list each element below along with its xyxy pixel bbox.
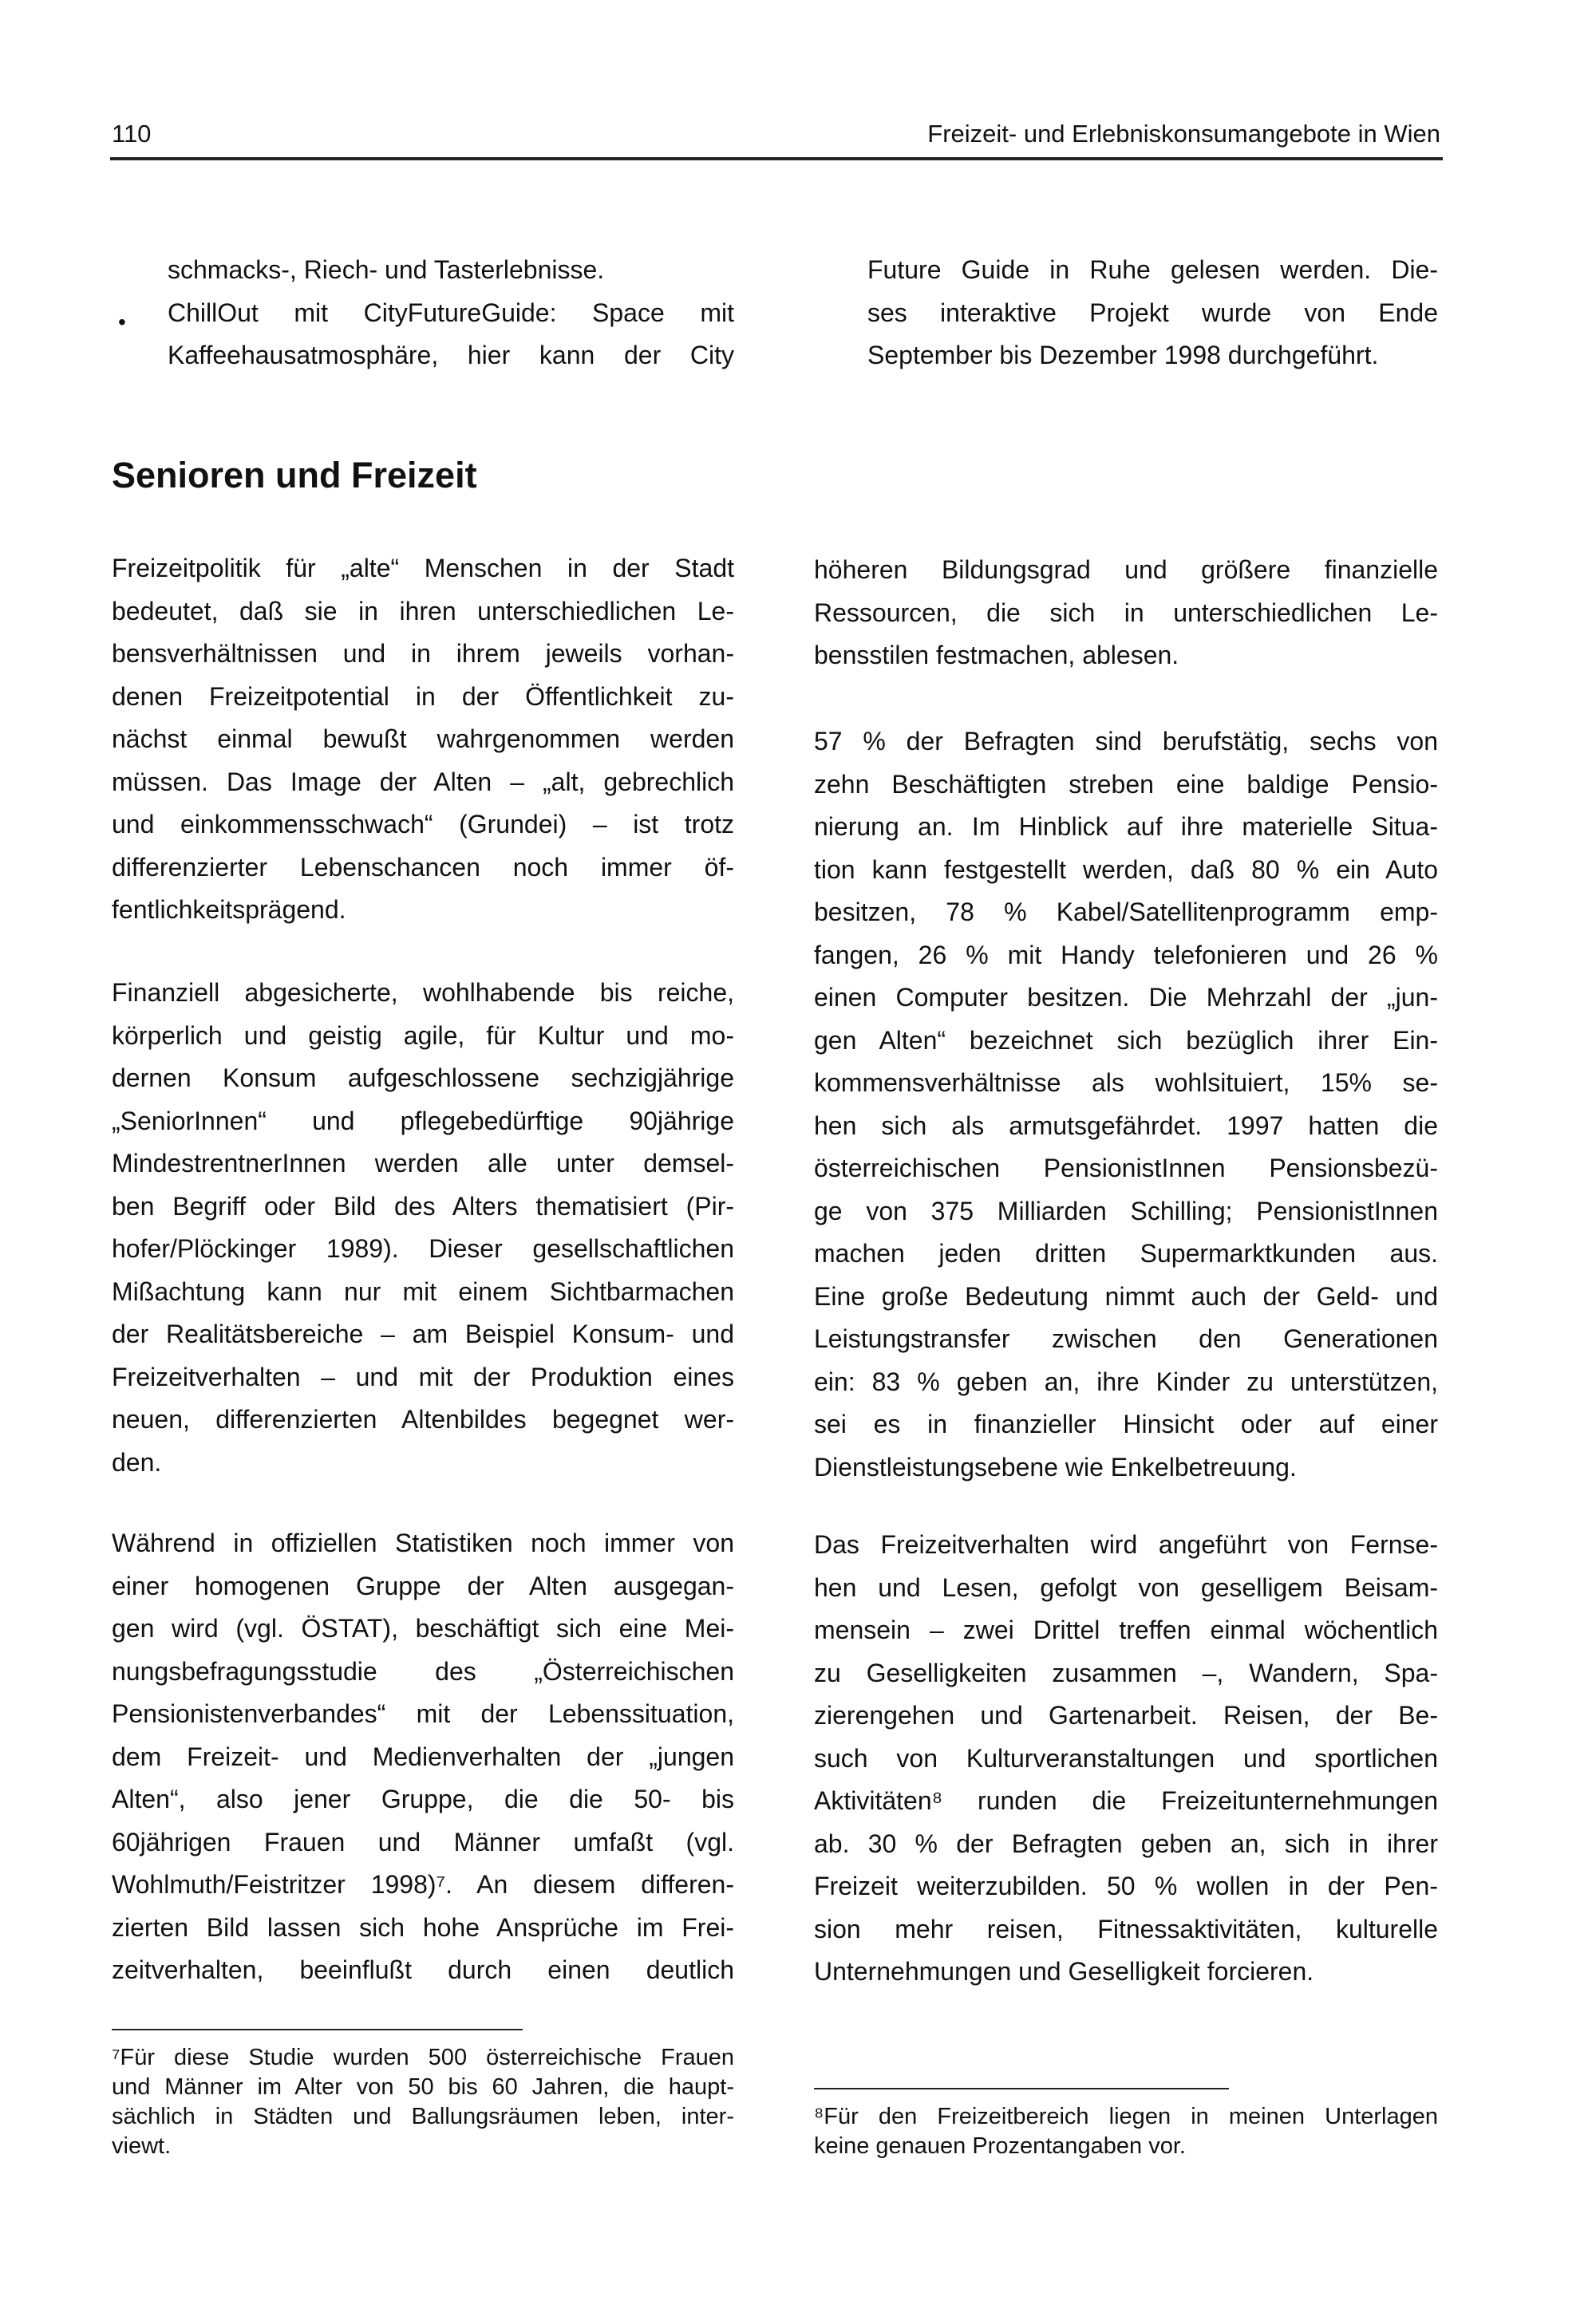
text-line: Kaffeehausatmosphäre, hier kann der City	[168, 341, 734, 369]
text-line: besitzen, 78 % Kabel/Satellitenprogramm emp-	[814, 898, 1438, 926]
text-line: Alten“, also jener Gruppe, die die 50- bis	[112, 1785, 734, 1813]
text-line: ein: 83 % geben an, ihre Kinder zu unterstützen,	[814, 1367, 1438, 1396]
footnote-8	[814, 2102, 1438, 2161]
footnote-rule	[112, 2029, 523, 2030]
text-line: neuen, differenzierten Altenbildes begegnet wer-	[112, 1405, 734, 1434]
paragraph	[814, 1524, 1438, 1994]
paragraph	[112, 1522, 734, 1992]
text-line: Ressourcen, die sich in unterschiedlichen Le-	[814, 598, 1438, 627]
text-line: hen und Lesen, gefolgt von geselligem Beisam-	[814, 1572, 1438, 1602]
text-line: dernen Konsum aufgeschlossene sechzigjährige	[112, 1063, 734, 1092]
text-line: einen Computer besitzen. Die Mehrzahl der „jun-	[814, 983, 1438, 1012]
text-line: September bis Dezember 1998 durchgeführt.	[867, 341, 1379, 369]
text-line: zu Geselligkeiten zusammen –, Wandern, Spa-	[814, 1658, 1438, 1687]
text-line: machen jeden dritten Supermarktkunden aus.	[814, 1239, 1438, 1268]
text-line: und einkommensschwach“ (Grundei) – ist trotz	[112, 810, 734, 838]
text-line: ab. 30 % der Befragten geben an, sich in ihrer	[814, 1829, 1438, 1858]
text-line: der Realitätsbereiche – am Beispiel Konsum- und	[112, 1320, 734, 1348]
intro-right	[867, 249, 1438, 377]
text-line: zierten Bild lassen sich hohe Ansprüche im Frei-	[112, 1912, 734, 1942]
text-line: Mißachtung kann nur mit einem Sichtbarmachen	[112, 1276, 734, 1306]
text-line: gen Alten“ bezeichnet sich bezüglich ihrer Ein-	[814, 1025, 1438, 1055]
text-line: einer homogenen Gruppe der Alten ausgegan-	[112, 1571, 734, 1600]
text-line: Während in offiziellen Statistiken noch immer von	[112, 1529, 734, 1557]
text-line: viewt.	[112, 2133, 172, 2159]
text-line: ses interaktive Projekt wurde von Ende	[867, 298, 1438, 327]
paragraph	[112, 547, 734, 932]
bullet-icon: •	[118, 310, 126, 334]
text-line: MindestrentnerInnen werden alle unter demsel-	[112, 1149, 734, 1178]
text-line: bensstilen festmachen, ablesen.	[814, 641, 1179, 669]
text-line: sion mehr reisen, Fitnessaktivitäten, kulturelle	[814, 1914, 1438, 1943]
text-line: denen Freizeitpotential in der Öffentlichkeit zu-	[112, 681, 734, 711]
text-line: und Männer im Alter von 50 bis 60 Jahren, die haupt-	[112, 2074, 734, 2100]
text-line: den.	[112, 1447, 162, 1477]
text-line: such von Kulturveranstaltungen und sportlichen	[814, 1743, 1438, 1773]
text-line: bensverhältnissen und in ihrem jeweils vorhan-	[112, 639, 734, 668]
section-title: Senioren und Freizeit	[112, 455, 477, 495]
header-rule	[110, 157, 1443, 160]
text-line: ChillOut mit CityFutureGuide: Space mit	[168, 298, 734, 327]
text-line: zierengehen und Gartenarbeit. Reisen, der Be-	[814, 1701, 1438, 1730]
text-line: ben Begriff oder Bild des Alters thematisiert (Pir-	[112, 1191, 734, 1221]
text-line: Eine große Bedeutung nimmt auch der Geld- und	[814, 1281, 1438, 1311]
text-line: Leistungstransfer zwischen den Generationen	[814, 1324, 1438, 1353]
paragraph	[814, 720, 1438, 1489]
text-line: hofer/Plöckinger 1989). Dieser gesellschaftlichen	[112, 1234, 734, 1263]
text-line: Freizeit weiterzubilden. 50 % wollen in der Pen-	[814, 1872, 1438, 1900]
text-line: keine genauen Prozentangaben vor.	[814, 2133, 1186, 2159]
text-line: sächlich in Städten und Ballungsräumen leben, inter-	[112, 2104, 734, 2129]
text-line: zehn Beschäftigten streben eine baldige Pensio-	[814, 769, 1438, 799]
text-line: Freizeitpolitik für „alte“ Menschen in der Stadt	[112, 554, 734, 582]
text-line: nungsbefragungsstudie des „Österreichischen	[112, 1656, 734, 1686]
text-line: fangen, 26 % mit Handy telefonieren und 26 %	[814, 940, 1438, 969]
footnote-rule	[814, 2088, 1229, 2089]
running-title: Freizeit- und Erlebniskonsumangebote in Wien	[927, 120, 1440, 148]
text-line: kommensverhältnisse als wohlsituiert, 15% se-	[814, 1068, 1438, 1097]
text-line: nächst einmal bewußt wahrgenommen werden	[112, 724, 734, 753]
text-line: Freizeitverhalten – und mit der Produktion eines	[112, 1362, 734, 1391]
footnote-7	[112, 2043, 734, 2161]
text-line: höheren Bildungsgrad und größere finanzielle	[814, 555, 1438, 584]
text-line: Future Guide in Ruhe gelesen werden. Die-	[867, 255, 1438, 284]
text-line: ge von 375 Milliarden Schilling; PensionistInnen	[814, 1196, 1438, 1225]
paragraph	[112, 972, 734, 1484]
text-line: nierung an. Im Hinblick auf ihre materielle Situa-	[814, 812, 1438, 841]
text-line: Aktivitäten⁸ runden die Freizeitunternehmungen	[814, 1786, 1438, 1815]
text-line: fentlichkeitsprägend.	[112, 895, 346, 924]
page-number: 110	[112, 120, 152, 148]
text-line: österreichischen PensionistInnen Pensionsbezü-	[814, 1154, 1438, 1182]
text-line: tion kann festgestellt werden, daß 80 % ein Auto	[814, 854, 1438, 884]
text-line: mensein – zwei Drittel treffen einmal wöchentlich	[814, 1616, 1438, 1644]
text-line: sei es in finanzieller Hinsicht oder auf einer	[814, 1410, 1438, 1438]
text-line: 60jährigen Frauen und Männer umfaßt (vgl.	[112, 1827, 734, 1856]
text-line: Unternehmungen und Geselligkeit forcieren.	[814, 1957, 1314, 1986]
text-line: differenzierter Lebenschancen noch immer öf-	[112, 852, 734, 882]
text-line: müssen. Das Image der Alten – „alt, gebrechlich	[112, 767, 734, 796]
text-line: Wohlmuth/Feistritzer 1998)⁷. An diesem differen-	[112, 1870, 734, 1899]
text-line: 57 % der Befragten sind berufstätig, sechs von	[814, 727, 1438, 756]
text-line: Das Freizeitverhalten wird angeführt von Fernse-	[814, 1530, 1438, 1559]
text-line: dem Freizeit- und Medienverhalten der „jungen	[112, 1742, 734, 1771]
text-line: ⁸Für den Freizeitbereich liegen in meinen Unterlagen	[814, 2104, 1438, 2129]
text-line: hen sich als armutsgefährdet. 1997 hatten die	[814, 1111, 1438, 1140]
intro-left	[168, 249, 734, 377]
text-line: schmacks-, Riech- und Tasterlebnisse.	[168, 255, 605, 284]
paragraph	[814, 549, 1438, 677]
text-line: bedeutet, daß sie in ihren unterschiedlichen Le-	[112, 596, 734, 625]
text-line: „SeniorInnen“ und pflegebedürftige 90jährige	[112, 1106, 734, 1135]
text-line: Finanziell abgesicherte, wohlhabende bis reiche,	[112, 978, 734, 1007]
text-line: körperlich und geistig agile, für Kultur und mo-	[112, 1020, 734, 1050]
text-line: gen wird (vgl. ÖSTAT), beschäftigt sich eine Mei-	[112, 1614, 734, 1643]
text-line: Pensionistenverbandes“ mit der Lebenssituation,	[112, 1699, 734, 1728]
text-line: Dienstleistungsebene wie Enkelbetreuung.	[814, 1452, 1297, 1482]
text-line: ⁷Für diese Studie wurden 500 österreichische Frauen	[112, 2045, 734, 2070]
text-line: zeitverhalten, beeinflußt durch einen deutlich	[112, 1955, 734, 1984]
